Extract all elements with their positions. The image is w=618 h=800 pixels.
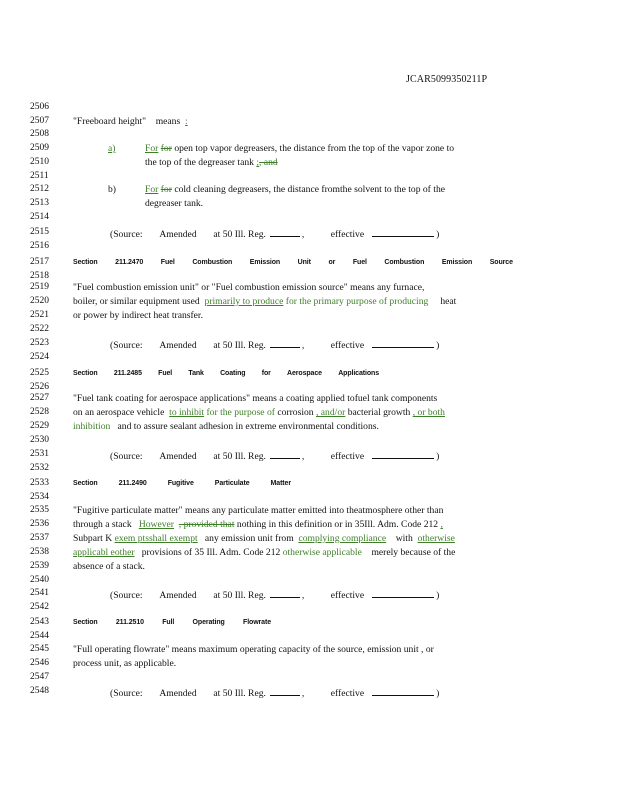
sec-2510-line-1: "Full operating flowrate" means maximum operating capacity of the source, emission unit , or	[73, 644, 434, 655]
sec-2470-line-2: boiler, or similar equipment used primarily to produce for the primary purpose of producing heat	[73, 296, 457, 307]
deleted-text: otherwise applicable	[282, 547, 362, 558]
line-number: 2521	[30, 310, 49, 320]
line-number: 2523	[30, 338, 49, 348]
source-note: (Source: Amended at 50 Ill. Reg. , effective )	[110, 340, 440, 351]
inserted-text: otherwise	[417, 533, 455, 544]
item-a-line-1: For for open top vapor degreasers, the distance from the top of the vapor zone to	[145, 143, 455, 154]
line-number: 2535	[30, 505, 49, 515]
item-label-b: b)	[108, 184, 116, 195]
sec-2470-line-1: "Fuel combustion emission unit" or "Fuel combustion emission source" means any furnace,	[73, 282, 425, 293]
line-number: 2538	[30, 547, 49, 557]
line-number: 2510	[30, 157, 49, 167]
blank-field	[270, 449, 300, 459]
sec-2490-line-4: applicabl eother provisions of 35 Ill. Adm. Code 212 otherwise applicable merely because of the	[73, 547, 456, 558]
item-b-line-1: For for cold cleaning degreasers, the distance fromthe solvent to the top of the	[145, 184, 445, 195]
freeboard-definition: "Freeboard height" means :	[73, 116, 188, 127]
inserted-text: ;	[256, 157, 260, 168]
sec-2510-line-2: process unit, as applicable.	[73, 658, 177, 669]
line-number: 2531	[30, 449, 49, 459]
line-number: 2512	[30, 184, 49, 194]
inserted-text: :	[185, 116, 188, 127]
deleted-text: , provided that	[178, 519, 235, 530]
line-number: 2508	[30, 129, 49, 139]
item-label-a: a)	[108, 143, 116, 154]
line-number: 2533	[30, 478, 49, 488]
line-number: 2541	[30, 588, 49, 598]
deleted-text: inhibition	[73, 421, 111, 432]
sec-2490-line-2: through a stack However , provided that nothing in this definition or in 35Ill. Adm. Code 212 ,	[73, 519, 443, 530]
source-note: (Source: Amended at 50 Ill. Reg. , effective )	[110, 688, 440, 699]
inserted-text: For	[145, 184, 159, 195]
blank-field	[270, 338, 300, 348]
line-number: 2522	[30, 324, 49, 334]
line-number: 2518	[30, 271, 49, 281]
line-number: 2530	[30, 435, 49, 445]
line-number: 2513	[30, 198, 49, 208]
line-number: 2520	[30, 296, 49, 306]
section-heading-2485: Section 211.2485 Fuel Tank Coating for Aerospace Applications	[73, 370, 379, 377]
line-number: 2539	[30, 561, 49, 571]
sec-2485-line-1: "Fuel tank coating for aerospace applications" means a coating applied tofuel tank components	[73, 393, 438, 404]
deleted-text: for	[160, 184, 172, 195]
sec-2490-line-1: "Fugitive particulate matter" means any particulate matter emitted into theatmosphere other than	[73, 505, 444, 516]
source-note: (Source: Amended at 50 Ill. Reg. , effective )	[110, 590, 440, 601]
inserted-text: applicabl eother	[73, 547, 135, 558]
inserted-text: complying compliance	[298, 533, 387, 544]
blank-field	[372, 686, 434, 696]
deleted-text: for the purpose of	[206, 407, 275, 418]
section-heading-2490: Section 211.2490 Fugitive Particulate Matter	[73, 480, 291, 487]
inserted-text: primarily to produce	[204, 296, 284, 307]
source-note: (Source: Amended at 50 Ill. Reg. , effective )	[110, 451, 440, 462]
sec-2485-line-3: inhibition and to assure sealant adhesion in extreme environmental conditions.	[73, 421, 379, 432]
line-number: 2517	[30, 257, 49, 267]
line-number: 2516	[30, 241, 49, 251]
deleted-text: for	[160, 143, 172, 154]
inserted-text: For	[145, 143, 159, 154]
line-number: 2524	[30, 352, 49, 362]
blank-field	[270, 686, 300, 696]
line-number: 2515	[30, 227, 49, 237]
item-a-line-2: the top of the degreaser tank ;, and	[145, 157, 278, 168]
inserted-text: ,	[440, 519, 443, 530]
sec-2490-line-3: Subpart K exem ptsshall exempt any emission unit from complying compliance with otherwise	[73, 533, 455, 544]
line-number: 2545	[30, 644, 49, 654]
line-number: 2507	[30, 116, 49, 126]
line-number: 2547	[30, 672, 49, 682]
line-number: 2537	[30, 533, 49, 543]
section-heading-2510: Section 211.2510 Full Operating Flowrate	[73, 619, 271, 626]
sec-2470-line-3: or power by indirect heat transfer.	[73, 310, 203, 321]
blank-field	[270, 227, 300, 237]
blank-field	[372, 588, 434, 598]
inserted-text: However	[138, 519, 174, 530]
blank-field	[372, 338, 434, 348]
sec-2490-line-5: absence of a stack.	[73, 561, 145, 572]
section-heading-2470: Section 211.2470 Fuel Combustion Emission Unit or Fuel Combustion Emission Source	[73, 259, 513, 266]
line-number: 2514	[30, 212, 49, 222]
line-number: 2528	[30, 407, 49, 417]
item-b-line-2: degreaser tank.	[145, 198, 204, 209]
deleted-text: , and	[259, 157, 278, 168]
line-number: 2519	[30, 282, 49, 292]
line-number: 2526	[30, 382, 49, 392]
line-number: 2542	[30, 602, 49, 612]
document-id: JCAR5099350211P	[406, 74, 488, 85]
line-number: 2536	[30, 519, 49, 529]
line-number: 2527	[30, 393, 49, 403]
blank-field	[270, 588, 300, 598]
line-number: 2509	[30, 143, 49, 153]
line-number: 2511	[30, 171, 49, 181]
line-number: 2544	[30, 631, 49, 641]
line-number: 2540	[30, 575, 49, 585]
inserted-text: , and/or	[316, 407, 346, 418]
line-number: 2532	[30, 463, 49, 473]
line-number: 2525	[30, 368, 49, 378]
deleted-text: for the primary purpose of producing	[285, 296, 429, 307]
blank-field	[372, 449, 434, 459]
line-number: 2506	[30, 102, 49, 112]
line-number: 2529	[30, 421, 49, 431]
inserted-text: to inhibit	[169, 407, 205, 418]
source-note: (Source: Amended at 50 Ill. Reg. , effective )	[110, 229, 440, 240]
line-number: 2534	[30, 492, 49, 502]
inserted-text: exem ptsshall exempt	[114, 533, 198, 544]
line-number: 2548	[30, 686, 49, 696]
line-number: 2546	[30, 658, 49, 668]
blank-field	[372, 227, 434, 237]
line-number: 2543	[30, 617, 49, 627]
inserted-text: , or both	[412, 407, 445, 418]
sec-2485-line-2: on an aerospace vehicle to inhibit for the purpose of corrosion , and/or bacterial growth , or both	[73, 407, 445, 418]
